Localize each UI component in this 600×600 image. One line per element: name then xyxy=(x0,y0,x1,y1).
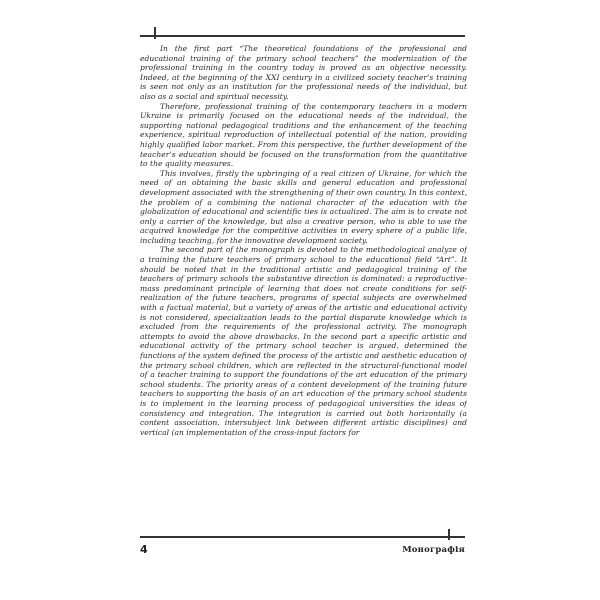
footer-label: Монографія xyxy=(402,545,465,555)
bottom-rule xyxy=(140,536,465,538)
paragraph: In the first part “The theoretical foundations of the professional and educational training of the primary school teachers” the modernization of the professional training in the country today is proved as an objective necessity. Indeed, at the beginning of the XXI century in a civilized society teacher’s training is seen not only as an institution for the professional needs of the individual, but also as a social and spiritual necessity. xyxy=(140,44,467,101)
paragraph: The second part of the monograph is devoted to the methodological analyze of a training the future teachers of primary school to the educational field “Art”. It should be noted that in the traditional artistic and pedagogical training of the teachers of primary schools the substantive direction is dominated: a reproductive-mass predominant principle of learning that does not create conditions for self-realization of the future teachers, programs of special subjects are overwhelmed with a factual material, but a variety of areas of the artistic and educational activity is not considered, specialization leads to the partial disparate knowledge which is excluded from the requirements of the professional activity. The monograph attempts to avoid the above drawbacks. In the second part a specific artistic and educational activity of the primary school teacher is argued, determined the functions of the system defined the process of the artistic and aesthetic education of the primary school children, which are reflected in the structural-functional model of a teacher training to support the foundations of the art education of the primary school students. The priority areas of a content development of the training future teachers to supporting the basis of an art education of the primary school students is to implement in the learning process of pedagogical universities the ideas of consistency and integration. The integration is carried out both horizontally (a content association, intersubject link between different artistic disciplines) and vertical (an implementation of the cross-input factors for xyxy=(140,245,467,437)
top-rule-tick xyxy=(154,27,156,39)
page-number: 4 xyxy=(140,543,148,556)
top-rule xyxy=(140,35,465,37)
paragraph: Therefore, professional training of the contemporary teachers in a modern Ukraine is primarily focused on the educational needs of the individual, the supporting national pedagogical traditions and the enhancement of the teaching experience, spiritual reproduction of intellectual potential of the nation, providing highly qualified labor market. From this perspective, the further development of the teacher’s education should be focused on the transformation from the quantitative to the quality measures. xyxy=(140,101,467,169)
bottom-rule-tick xyxy=(448,529,450,540)
body-text xyxy=(140,44,467,529)
paragraph: This involves, firstly the upbringing of a real citizen of Ukraine, for which the need of an obtaining the basic skills and general education and professional development associated with the strengthening of their own country. In this context, the problem of a combining the national character of the education with the globalization of educational and scientific ties is actualized. The aim is to create not only a carrier of the knowledge, but also a creative person, who is able to use the acquired knowledge for the competitive activities in every sphere of a public life, including teaching, for the innovative development society. xyxy=(140,168,467,245)
